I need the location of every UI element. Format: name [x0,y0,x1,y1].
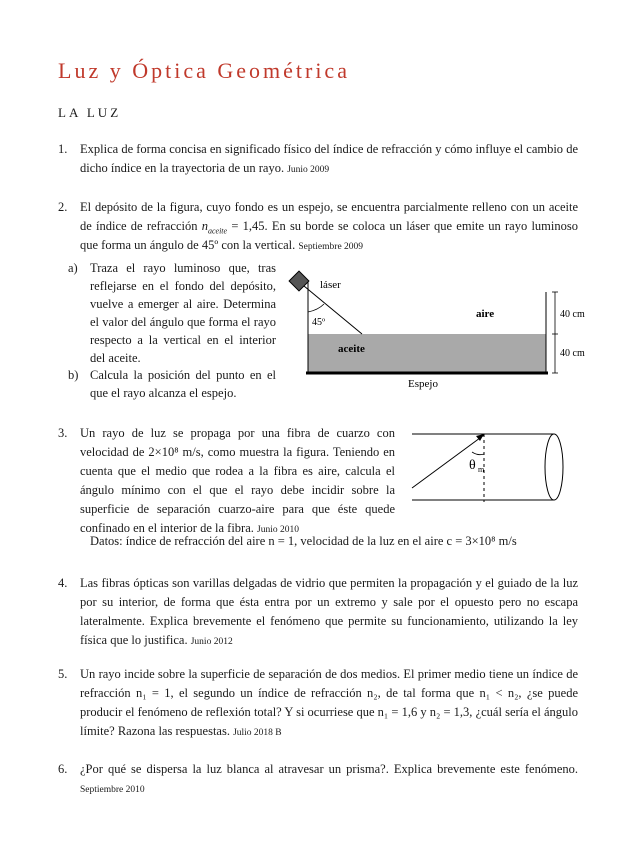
q4-text [80,574,578,652]
page-title: Luz y Óptica Geométrica [58,58,350,83]
label-mirror: Espejo [408,378,438,390]
q4-number: 4. [58,576,68,590]
label-air: aire [476,308,495,320]
label-oil: aceite [338,343,365,355]
label-theta-sub: m [478,465,485,474]
q4-body: Las fibras ópticas son varillas delgadas de vidrio que permiten la propagación y el guiado de la luz por su interior, de forma que ésta entra por un extremo y sale por el opuesto pero no escapa lateralmente. Explica brevemente el fenómeno que permite su funcionamiento, utilizando la ley física que lo justifica. [80,576,578,647]
fiber-end [545,434,563,500]
q2-n-value: = 1,45 [231,219,265,233]
label-theta: θ [469,458,476,473]
theta-arc [472,452,484,455]
q2-b-text: Calcula la posición del punto en el que el rayo alcanza el espejo. [90,368,276,400]
q6-number: 6. [58,762,68,776]
q2-body-a: El depósito de la figura, cuyo fondo es un espejo, se encuentra parcialmente relleno con un aceite de índice de refracción [80,200,578,233]
q5-source: Julio 2018 B [233,728,282,738]
q6-text [80,760,578,800]
label-dim-bottom: 40 cm [560,348,585,359]
q2-a-label: a) [68,261,78,275]
q2-a-text: Traza el rayo luminoso que, tras reflejarse en el fondo del depósito, vuelve a emerger al aire. Determina el valor del ángulo que forma el rayo respecto a la vertical en el interior del aceite. [90,261,276,365]
q2-text [80,198,578,257]
q3-source: Junio 2010 [257,525,299,535]
fiber-figure [408,422,568,506]
label-dim-top: 40 cm [560,309,585,320]
q4-source: Junio 2012 [190,637,233,647]
q1-body: Explica de forma concisa en significado físico del índice de refracción y cómo influye el cambio de dicho índice en la trayectoria de un rayo. [80,142,578,175]
section-heading: LA LUZ [58,105,122,120]
tank-figure [280,268,590,396]
q5-text [80,665,578,743]
q2-b-label: b) [68,368,79,382]
q1-number: 1. [58,142,68,156]
q3-body: Un rayo de luz se propaga por una fibra de cuarzo con velocidad de 2×10⁸ m/s, como muestra la figura. Teniendo en cuenta que el medio que rodea a la fibra es aire, calcula el ángulo mínimo con el que el rayo debe incidir sobre la superficie de separación cuarzo-aire para que éste quede confinado en el interior de la fibra. [80,426,395,535]
q3-number: 3. [58,426,68,440]
label-angle: 45º [312,317,326,328]
q1-source: Junio 2009 [287,165,330,175]
q2-n-sub: aceite [207,226,228,236]
q6-body: ¿Por qué se dispersa la luz blanca al atravesar un prisma?. Explica brevemente este fenómeno. [80,762,578,776]
q6-source: Septiembre 2010 [80,785,145,795]
q1-text [80,140,578,180]
q5-body: Un rayo incide sobre la superficie de separación de dos medios. El primer medio tiene un índice de refracción n₁ = 1, el segundo un índice de refracción n₂, de tal forma que n₁ < n₂, ¿se puede producir el fenómeno de reflexión total? Y si ocurriese que n₁ = 1,6 y n₂ = 1,3, ¿cuál sería el ángulo límite? Razona las respuestas. [80,667,578,738]
q5-number: 5. [58,667,68,681]
label-laser: láser [320,279,341,291]
q2-body-b: . En su borde se coloca un láser que emite un rayo luminoso que forma un ángulo de 45º con la vertical. [80,219,578,252]
q2-n-symbol: n [201,219,208,233]
q2-number: 2. [58,200,68,214]
angle-arc [308,304,324,312]
q3-text [80,424,395,540]
q2-source: Septiembre 2009 [298,242,364,252]
q3-data-line: Datos: índice de refracción del aire n = 1, velocidad de la luz en el aire c = 3×10⁸ m/s [90,534,517,548]
